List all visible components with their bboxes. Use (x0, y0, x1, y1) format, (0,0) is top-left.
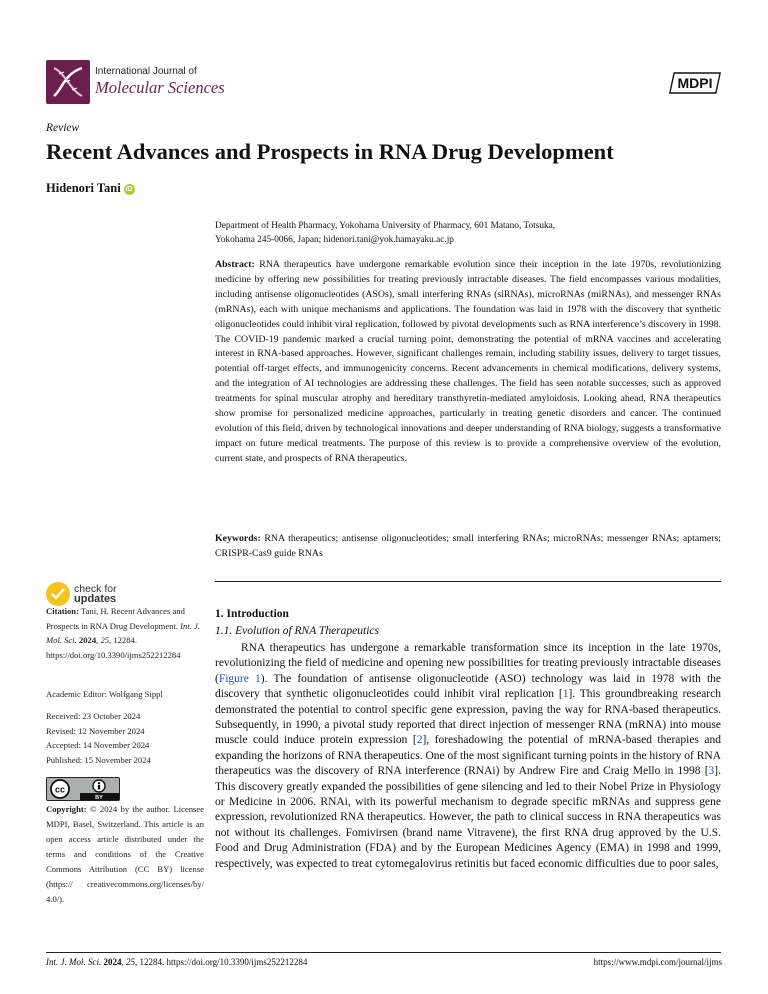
citation-text: Tani, H. Recent Advances and Prospects in RNA Drug Development. (46, 606, 185, 631)
citation-label: Citation: (46, 606, 79, 616)
footer-journal-url[interactable]: https://www.mdpi.com/journal/ijms (593, 957, 722, 967)
reference-2-link[interactable]: 2 (416, 734, 423, 747)
footer-divider (46, 952, 721, 953)
keywords (215, 532, 721, 562)
check-updates-icon (46, 582, 70, 606)
article-title: Recent Advances and Prospects in RNA Drug Development (46, 139, 614, 164)
mdpi-logo[interactable] (669, 71, 721, 99)
paragraph-text: ). The foundation of antisense oligonucleotide (ASO) technology was laid in 1978 with the discovery that synthetic oligonucleotides could inhibit viral replication [ (215, 672, 721, 701)
abstract-text: RNA therapeutics have undergone remarkable evolution since their inception in the late 1970s, revolutionizing medicine by offering new possibilities for treating previously intractable diseases. The field encompasses various modalities, including antisense oligonucleotides (ASOs), small interfering RNAs (siRNAs), microRNAs (miRNAs), and messenger RNAs (mRNAs), each with unique mechanisms and applications. The foundation was laid in 1978 with the discovery that synthetic oligonucleotides could inhibit viral replication, followed by pivotal developments such as RNA interference’s discovery in 1998. The COVID-19 pandemic marked a crucial turning point, demonstrating the potential of mRNA vaccines and accelerating interest in RNA-based approaches. However, significant challenges remain, including stability issues, delivery to target tissues, potential off-target effects, and immunogenicity concerns. Recent advancements in chemical modifications, delivery systems, and the integration of AI technologies are addressing these challenges. The field has seen notable successes, such as approved treatments for spinal muscular atrophy and hereditary transthyretin-mediated amyloidosis. Looking ahead, RNA therapeutics show promise for personalized medicine approaches, particularly in treating genetic disorders and cancer. The continued evolution of this field, driven by technological innovations and deeper understanding of RNA biology, suggests a transformative impact on future medical treatments. The purpose of this review is to provide a comprehensive overview of the evolution, current state, and prospects of RNA therapeutics. (215, 259, 721, 464)
received-date: Received: 23 October 2024 (46, 711, 141, 721)
paragraph-text: ], foreshadowing the potential of mRNA-based therapies and expanding the horizons of RNA therapeutics. One of the most significant turning points in the history of RNA therapeutics was the discovery of RNA interference (RNAi) by Andrew Fire and Craig Mello in 1998 [ (215, 734, 721, 778)
keywords-text: RNA therapeutics; antisense oligonucleotides; small interfering RNAs; microRNAs; messenger RNAs; aptamers; CRISPR-Cas9 guide RNAs (215, 533, 721, 559)
reference-1-link[interactable]: 1 (562, 688, 569, 701)
paragraph-text: ]. This discovery greatly expanded the possibilities of gene silencing and led to their Nobel Prize in Physiology or Medicine in 2006. RNAi, with its powerful mechanism to degrade specific mRNAs and suppress gene expression, revolutionized RNA therapeutics. However, the path to clinical success in RNA therapeutics was not without its challenges. Fomivirsen (brand name Vitravene), the first RNA drug approved by the U.S. Food and Drug Administration (FDA) and by the European Medicines Agency (EMA) in 1998 and 1999, respectively, was expected to treat cytomegalovirus retinitis but faced economic difficulties due to poor sales, (215, 765, 721, 870)
footer-doi[interactable]: , 12284. https://doi.org/10.3390/ijms252212284 (135, 957, 308, 967)
check-for-updates-badge[interactable] (46, 582, 117, 606)
author-name[interactable]: Hidenori Tani (46, 181, 121, 195)
affiliation (215, 219, 721, 247)
citation-year: 2024 (78, 635, 97, 646)
check-updates-line1: check for (74, 583, 117, 595)
published-date: Published: 15 November 2024 (46, 754, 151, 765)
intro-paragraph (215, 641, 721, 872)
citation-doi[interactable]: 12284. https://doi.org/10.3390/ijms252212284 (46, 635, 181, 660)
divider (215, 581, 721, 582)
footer-volume: 25 (126, 957, 135, 967)
svg-text:cc: cc (54, 784, 66, 795)
footer-year: 2024 (103, 957, 122, 967)
cc-by-license-badge[interactable] (46, 777, 120, 801)
copyright-block (46, 802, 204, 907)
copyright-text: © 2024 by the author. Licensee MDPI, Basel, Switzerland. This article is an open access article distributed under the terms and conditions of the Creative Commons Attribution (CC BY) license (https:// creativecommons.org/licenses/by/ 4.0/). (46, 804, 204, 904)
affiliation-line-1: Department of Health Pharmacy, Yokohama University of Pharmacy, 601 Matano, Totsuka, (215, 221, 556, 231)
accepted-date: Accepted: 14 November 2024 (46, 740, 150, 751)
svg-text:MDPI: MDPI (677, 75, 713, 91)
abstract-label: Abstract: (215, 259, 255, 270)
orcid-icon[interactable]: iD (125, 186, 133, 193)
footer-journal: Int. J. Mol. Sci. (46, 957, 102, 967)
dates-block (46, 709, 204, 767)
keywords-label: Keywords: (215, 533, 261, 544)
reference-3-link[interactable]: 3 (708, 765, 715, 778)
citation-volume: 25 (100, 635, 110, 646)
copyright-label: Copyright: (46, 804, 87, 814)
svg-text:BY: BY (95, 795, 103, 800)
author-line (46, 181, 135, 196)
paragraph-text: ]. This groundbreaking research demonstrated the potential to control specific gene expression, paving the way for RNA-based therapeutics. Subsequently, in 1990, a pivotal study reported that direct injection of messenger RNA (mRNA) into mouse muscle could induce protein expression [ (215, 688, 721, 747)
affiliation-line-2: Yokohama 245-0066, Japan; hidenori.tani@yok.hamayaku.ac.jp (215, 235, 454, 245)
check-updates-line2: updates (74, 593, 117, 605)
journal-logo (46, 60, 90, 104)
revised-date: Revised: 12 November 2024 (46, 725, 145, 736)
academic-editor: Academic Editor: Wolfgang Sippl (46, 689, 163, 699)
article-type: Review (46, 122, 80, 134)
figure-1-link[interactable]: Figure 1 (218, 672, 261, 685)
footer-citation: Int. J. Mol. Sci. 2024, 25, 12284. https://doi.org/10.3390/ijms252212284 (46, 957, 308, 967)
paragraph-text: RNA therapeutics has undergone a remarkable transformation since its inception in the late 1970s, revolutionizing the field of medicine and opening new possibilities for treating previously intractable diseases ( (215, 642, 721, 685)
section-heading: 1. Introduction (215, 608, 289, 620)
subsection-heading: 1.1. Evolution of RNA Therapeutics (215, 625, 379, 637)
citation-block: Citation: Tani, H. Recent Advances and Prospects in RNA Drug Development. Int. J. Mol. Sci. 2024, 25, 12284. https://doi.org/10.3390/ijms252212284 (46, 606, 200, 660)
journal-name-line2: Molecular Sciences (95, 78, 225, 97)
abstract (215, 258, 721, 467)
check-updates-text (74, 584, 117, 604)
citation-journal: Int. J. Mol. Sci. (46, 620, 200, 646)
journal-name-line1: International Journal of (95, 66, 197, 77)
